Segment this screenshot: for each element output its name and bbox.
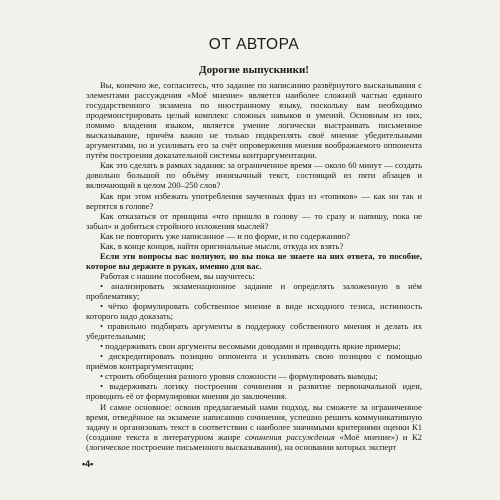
list-item: • правильно подбирать аргументы в поддержку собственного мнения и делать их убедительными; <box>86 321 422 342</box>
list-item: • выдерживать логику построения сочинения и развитие первоначальной идеи, проводить её от формулировки мнения до заключения. <box>86 381 422 402</box>
list-item: • поддерживать свои аргументы весомыми доводами и приводить яркие примеры; <box>100 341 401 352</box>
closing-paragraph <box>86 402 422 452</box>
question-paragraph: Как не повторить уже написанное — и по форме, и по содержанию? <box>100 230 350 241</box>
greeting-heading: Дорогие выпускники! <box>199 64 309 76</box>
question-paragraph: Как при этом избежать употребления заученных фраз из «топиков» — как ни так и вертятся в голове? <box>86 190 422 211</box>
list-item: • строить обобщения разного уровня сложности — формулировать выводы; <box>100 371 378 382</box>
closing-emphasis: сочинения рассуждения <box>244 431 335 442</box>
list-item: • чётко формулировать собственное мнение в виде исходного тезиса, истинность которого надо доказать; <box>86 301 422 322</box>
question-paragraph: Как, в конце концов, найти оригинальные мысли, откуда их взять? <box>100 240 344 251</box>
intro-paragraph: Вы, конечно же, согласитесь, что задание по написанию развёрнутого высказывания с элементами рассуждения «Моё мнение» является наиболее сложной частью единого государственного экзамена по иностранному языку, поскольку вам необходимо продемонстрировать целый комплекс сложных навыков и умений. Основным из них, помимо владения языком, является умение логически выстраивать письменное высказывание, причём важно не только подкреплять своё мнение убедительными аргументами, но и усиливать его за счёт опровержения мнения воображаемого оппонента путём построения доказательной системы контраргументации. <box>86 80 422 161</box>
list-lead: Работая с нашим пособием, вы научитесь: <box>100 270 255 281</box>
body-text <box>86 80 422 452</box>
page-number: •4• <box>82 459 94 469</box>
list-item: • анализировать экзаменационное задание и определять заложенную в нём проблематику; <box>86 280 422 301</box>
question-paragraph: Как отказаться от принципа «что пришло в голову — то сразу и напишу, пока не забыл» и добиться стройного изложения мыслей? <box>86 210 422 231</box>
closing-text-end: «Моё мнение») и К2 (логическое построение письменного высказывания), на основании которых эксперт <box>86 431 422 452</box>
page-title: ОТ АВТОРА <box>208 36 300 53</box>
list-item: • дискредитировать позицию оппонента и усиливать свою позицию с помощью приёмов контраргументации; <box>86 351 422 372</box>
closing-text-start: И самое основное: освоив предлагаемый нами подход, вы сможете за ограниченное время, отведённое на экзамене написанию сочинения, успешно решить коммуникативную задачу и организовать текст в соответствии с наиболее значимыми критериями оценки К1 (создание текста в литературном жанре <box>86 401 422 442</box>
question-paragraph: Как это сделать в рамках задания: за ограниченное время — около 60 минут — создать довольно большой по объёму иноязычный текст, состоящий из пяти абзацев и включающий в целом 200–250 слов? <box>86 160 422 191</box>
bold-statement: Если эти вопросы вас волнуют, но вы пока не знаете на них ответа, то пособие, которое вы держите в руках, именно для вас. <box>86 250 422 271</box>
skills-list <box>86 281 422 402</box>
